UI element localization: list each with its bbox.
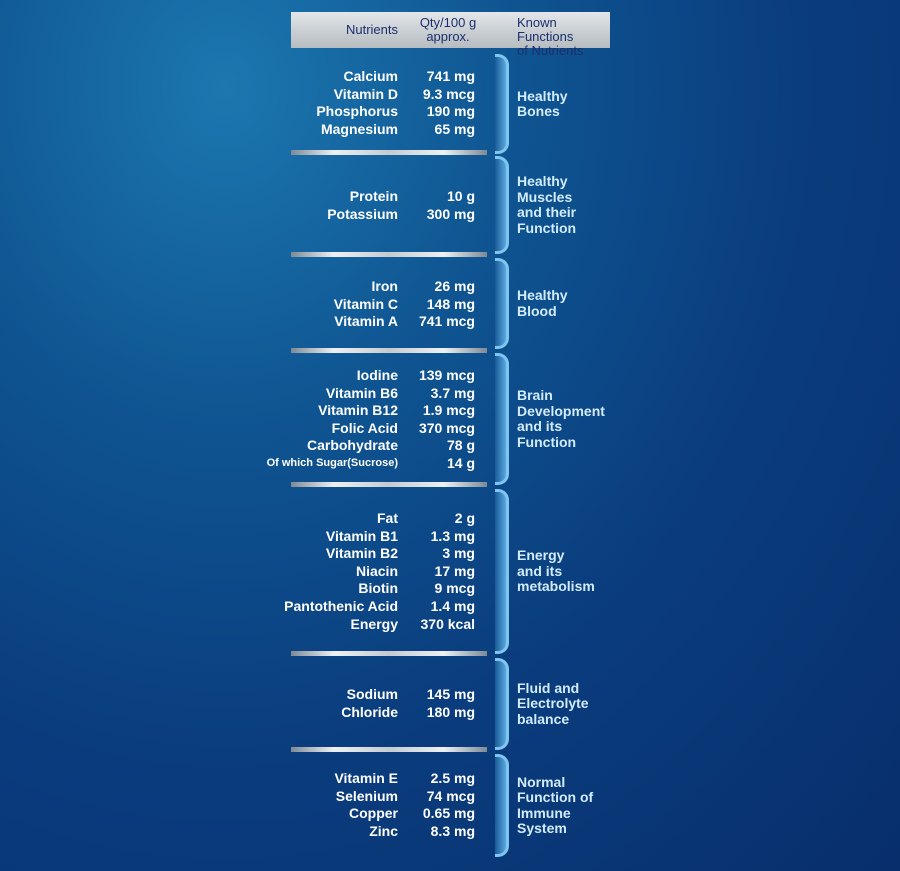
nutrient-quantity: 370 kcal: [420, 615, 475, 632]
section-divider: [291, 651, 487, 656]
group-bracket: [495, 156, 509, 254]
nutrient-quantity: 9.3 mcg: [422, 85, 475, 102]
nutrient-name: Calcium: [343, 68, 398, 84]
functions-header-line1: Known Functions: [517, 15, 574, 44]
function-label-line: Bones: [517, 103, 560, 119]
quantity-header-line2: approx.: [426, 29, 470, 44]
nutrient-name: Pantothenic Acid: [284, 598, 398, 614]
group-bracket: [495, 258, 509, 349]
nutrient-name: Chloride: [341, 703, 398, 720]
group-bracket: [495, 658, 509, 750]
nutrient-name: Vitamin B2: [325, 545, 398, 562]
nutrient-name: Of which Sugar(Sucrose): [266, 457, 398, 469]
group-bracket: [495, 489, 509, 654]
table-header: [291, 12, 610, 58]
function-label-line: System: [517, 820, 567, 836]
function-label-line: and its: [517, 562, 563, 579]
group-bracket: [495, 353, 509, 485]
nutrient-name: Magnesium: [320, 120, 398, 137]
function-label-line: balance: [517, 710, 570, 727]
nutrient-name: Phosphorus: [316, 103, 398, 120]
function-label-line: Immune: [517, 804, 571, 821]
functions-header-line2: of Nutrients: [517, 43, 584, 58]
nutrient-name: Vitamin C: [333, 295, 398, 312]
nutrient-quantity: 78 g: [446, 437, 475, 454]
nutrient-name: Fat: [377, 510, 398, 526]
function-label-line: Muscles: [517, 188, 573, 205]
nutrient-function-label: [517, 89, 617, 120]
function-label-line: Healthy: [517, 173, 568, 189]
nutrient-quantity: 65 mg: [434, 120, 475, 137]
nutrient-name: Niacin: [355, 562, 398, 579]
function-label-line: Energy: [517, 547, 565, 564]
nutrient-function-label: [517, 288, 617, 319]
function-label-line: Healthy: [517, 87, 568, 104]
nutrient-name: Iron: [371, 278, 398, 294]
nutrient-name: Vitamin E: [334, 770, 398, 786]
section-divider: [291, 348, 487, 353]
nutrient-quantity: 148 mg: [426, 295, 475, 312]
nutrient-quantity: 190 mg: [426, 103, 475, 120]
section-divider: [291, 482, 487, 487]
nutrient-name: Carbohydrate: [306, 437, 398, 454]
function-label-line: Blood: [517, 302, 557, 319]
nutrient-name: Vitamin D: [333, 85, 398, 102]
nutrient-quantity: 3.7 mg: [430, 384, 475, 401]
nutrient-name: Sodium: [346, 686, 398, 702]
nutrient-function-label: [517, 681, 617, 728]
nutrient-name: Folic Acid: [331, 419, 398, 436]
nutrient-quantity: 300 mg: [426, 205, 475, 222]
nutrient-name: Biotin: [358, 580, 398, 597]
nutrient-name: Copper: [349, 805, 398, 822]
nutrient-quantity: 741 mg: [426, 68, 475, 84]
functions-column-header: [517, 16, 610, 58]
nutrient-quantity: 26 mg: [434, 278, 475, 294]
function-label-line: Healthy: [517, 287, 568, 303]
nutrient-quantity: 17 mg: [434, 562, 475, 579]
nutrient-name: Iodine: [356, 367, 398, 383]
nutrient-quantity: 3 mg: [442, 545, 475, 562]
function-label-line: Function of: [517, 789, 594, 805]
nutrient-quantity: 0.65 mg: [422, 805, 475, 822]
nutrient-name: Zinc: [369, 822, 398, 839]
nutrients-column-header: Nutrients: [345, 22, 398, 37]
function-label-line: Development: [517, 402, 605, 419]
nutrient-name: Protein: [349, 188, 398, 204]
function-label-line: and their: [517, 204, 577, 220]
nutrient-quantity: 145 mg: [426, 686, 475, 702]
quantity-column-header: [418, 16, 478, 44]
nutrient-quantity: 741 mcg: [418, 313, 475, 330]
group-bracket: [495, 754, 509, 857]
function-label-line: and its: [517, 418, 563, 434]
nutrient-quantity: 370 mcg: [418, 419, 475, 436]
nutrient-function-label: [517, 388, 617, 450]
nutrient-quantity: 9 mcg: [434, 580, 475, 597]
nutrient-name: Potassium: [327, 205, 398, 222]
section-divider: [291, 150, 487, 155]
nutrient-quantity: 1.3 mg: [430, 527, 475, 544]
nutrient-name: Vitamin B12: [318, 402, 398, 419]
nutrient-quantity: 74 mcg: [426, 787, 475, 804]
nutrient-quantity: 2 g: [454, 510, 475, 526]
nutrient-function-label: [517, 548, 617, 595]
nutrient-quantity: 8.3 mg: [430, 822, 475, 839]
nutrient-function-label: [517, 174, 617, 236]
nutrient-function-label: [517, 775, 617, 837]
function-label-line: Function: [517, 219, 577, 236]
quantity-header-line1: Qty/100 g: [419, 15, 477, 30]
section-divider: [291, 252, 487, 257]
function-label-line: Electrolyte: [517, 695, 589, 712]
nutrient-name: Energy: [350, 615, 398, 632]
nutrient-name: Vitamin B1: [325, 527, 398, 544]
function-label-line: metabolism: [517, 578, 595, 595]
nutrient-quantity: 180 mg: [426, 703, 475, 720]
nutrient-quantity: 1.4 mg: [430, 598, 475, 614]
nutrient-quantity: 10 g: [446, 188, 475, 204]
nutrient-name: Vitamin A: [334, 313, 398, 330]
nutrient-quantity: 139 mcg: [418, 367, 475, 383]
section-divider: [291, 747, 487, 752]
nutrient-name: Vitamin B6: [325, 384, 398, 401]
nutrient-name: Selenium: [335, 787, 398, 804]
nutrient-quantity: 14 g: [446, 455, 475, 471]
function-label-line: Function: [517, 433, 577, 450]
function-label-line: Normal: [517, 773, 566, 790]
nutrient-quantity: 2.5 mg: [430, 770, 475, 786]
nutrient-quantity: 1.9 mcg: [422, 402, 475, 419]
function-label-line: Fluid and: [517, 679, 580, 696]
group-bracket: [495, 54, 509, 154]
function-label-line: Brain: [517, 387, 553, 403]
